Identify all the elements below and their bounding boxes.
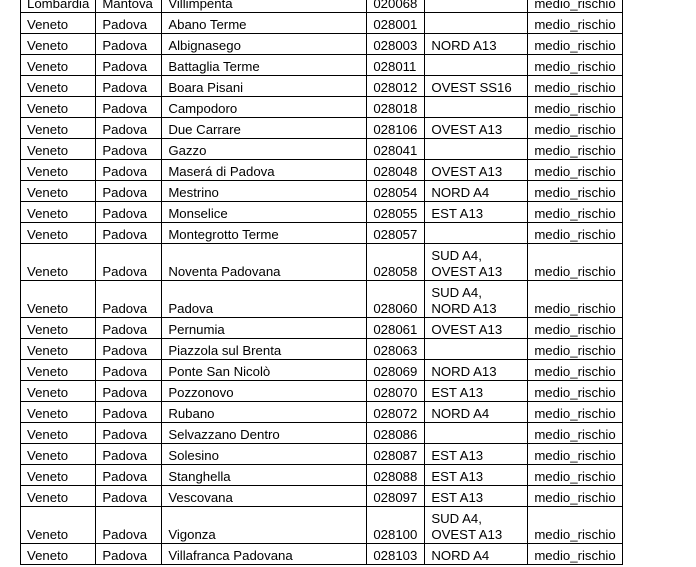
istat-code-cell: 028069 [367,360,425,381]
province-cell: Padova [96,97,162,118]
region-cell: Veneto [21,360,96,381]
municipality-cell: Mestrino [162,181,367,202]
table-row [21,339,623,360]
table-row [21,139,623,160]
municipality-cell: Monselice [162,202,367,223]
risk-cell: medio_rischio [528,465,622,486]
direction-cell: OVEST SS16 [425,76,528,97]
province-cell: Padova [96,444,162,465]
municipality-cell: Montegrotto Terme [162,223,367,244]
risk-cell: medio_rischio [528,181,622,202]
region-cell: Veneto [21,281,96,318]
region-cell: Veneto [21,202,96,223]
table-row [21,402,623,423]
municipality-cell: Noventa Padovana [162,244,367,281]
province-cell: Mantova [96,0,162,13]
table-row [21,486,623,507]
municipality-risk-table [20,0,623,565]
risk-cell: medio_rischio [528,402,622,423]
province-cell: Padova [96,465,162,486]
table-row [21,160,623,181]
region-cell: Veneto [21,507,96,544]
risk-cell: medio_rischio [528,202,622,223]
istat-code-cell: 028061 [367,318,425,339]
province-cell: Padova [96,118,162,139]
municipality-cell: Villimpenta [162,0,367,13]
direction-cell [425,423,528,444]
document-table-container [20,0,623,565]
table-row [21,423,623,444]
istat-code-cell: 028012 [367,76,425,97]
province-cell: Padova [96,202,162,223]
province-cell: Padova [96,139,162,160]
direction-cell: OVEST A13 [425,318,528,339]
table-row [21,281,623,318]
direction-cell: EST A13 [425,202,528,223]
province-cell: Padova [96,507,162,544]
table-body [21,0,623,565]
table-row [21,118,623,139]
municipality-cell: Albignasego [162,34,367,55]
table-row-partial [21,0,623,13]
province-cell: Padova [96,281,162,318]
direction-cell: EST A13 [425,486,528,507]
istat-code-cell: 028088 [367,465,425,486]
table-row [21,244,623,281]
region-cell: Veneto [21,34,96,55]
table-row [21,223,623,244]
region-cell: Veneto [21,97,96,118]
istat-code-cell: 028001 [367,13,425,34]
table-row [21,97,623,118]
region-cell: Veneto [21,402,96,423]
municipality-cell: Vescovana [162,486,367,507]
province-cell: Padova [96,76,162,97]
province-cell: Padova [96,181,162,202]
table-row [21,55,623,76]
table-row [21,444,623,465]
istat-code-cell: 028087 [367,444,425,465]
direction-cell: SUD A4, OVEST A13 [425,244,528,281]
municipality-cell: Gazzo [162,139,367,160]
istat-code-cell: 028055 [367,202,425,223]
region-cell: Veneto [21,160,96,181]
risk-cell: medio_rischio [528,139,622,160]
istat-code-cell: 028070 [367,381,425,402]
region-cell: Veneto [21,118,96,139]
direction-cell [425,139,528,160]
region-cell: Veneto [21,223,96,244]
risk-cell: medio_rischio [528,381,622,402]
direction-cell [425,97,528,118]
risk-cell: medio_rischio [528,13,622,34]
region-cell: Veneto [21,139,96,160]
province-cell: Padova [96,55,162,76]
direction-cell: NORD A4 [425,181,528,202]
province-cell: Padova [96,339,162,360]
province-cell: Padova [96,160,162,181]
direction-cell: SUD A4, NORD A13 [425,281,528,318]
direction-cell [425,339,528,360]
region-cell: Veneto [21,55,96,76]
province-cell: Padova [96,544,162,565]
istat-code-cell: 028018 [367,97,425,118]
province-cell: Padova [96,244,162,281]
region-cell: Veneto [21,444,96,465]
municipality-cell: Piazzola sul Brenta [162,339,367,360]
province-cell: Padova [96,423,162,444]
direction-cell [425,223,528,244]
region-cell: Veneto [21,76,96,97]
direction-cell: EST A13 [425,381,528,402]
direction-cell: NORD A4 [425,544,528,565]
table-row [21,34,623,55]
table-row [21,465,623,486]
direction-cell: OVEST A13 [425,118,528,139]
istat-code-cell: 028106 [367,118,425,139]
region-cell: Veneto [21,486,96,507]
direction-cell: EST A13 [425,444,528,465]
risk-cell: medio_rischio [528,244,622,281]
istat-code-cell: 028063 [367,339,425,360]
risk-cell: medio_rischio [528,97,622,118]
risk-cell: medio_rischio [528,544,622,565]
direction-cell [425,0,528,13]
region-cell: Veneto [21,544,96,565]
direction-cell: NORD A13 [425,360,528,381]
risk-cell: medio_rischio [528,118,622,139]
istat-code-cell: 028054 [367,181,425,202]
province-cell: Padova [96,13,162,34]
istat-code-cell: 020068 [367,0,425,13]
istat-code-cell: 028060 [367,281,425,318]
risk-cell: medio_rischio [528,223,622,244]
municipality-cell: Pozzonovo [162,381,367,402]
table-row [21,360,623,381]
municipality-cell: Campodoro [162,97,367,118]
municipality-cell: Ponte San Nicolò [162,360,367,381]
province-cell: Padova [96,402,162,423]
region-cell: Lombardia [21,0,96,13]
region-cell: Veneto [21,423,96,444]
province-cell: Padova [96,486,162,507]
table-row [21,381,623,402]
direction-cell [425,13,528,34]
istat-code-cell: 028103 [367,544,425,565]
risk-cell: medio_rischio [528,360,622,381]
province-cell: Padova [96,318,162,339]
region-cell: Veneto [21,318,96,339]
direction-cell: SUD A4, OVEST A13 [425,507,528,544]
direction-cell [425,55,528,76]
risk-cell: medio_rischio [528,0,622,13]
istat-code-cell: 028057 [367,223,425,244]
risk-cell: medio_rischio [528,281,622,318]
municipality-cell: Pernumia [162,318,367,339]
risk-cell: medio_rischio [528,318,622,339]
table-row [21,318,623,339]
risk-cell: medio_rischio [528,444,622,465]
province-cell: Padova [96,34,162,55]
municipality-cell: Solesino [162,444,367,465]
table-row [21,202,623,223]
region-cell: Veneto [21,244,96,281]
municipality-cell: Stanghella [162,465,367,486]
region-cell: Veneto [21,181,96,202]
risk-cell: medio_rischio [528,423,622,444]
region-cell: Veneto [21,381,96,402]
risk-cell: medio_rischio [528,160,622,181]
municipality-cell: Abano Terme [162,13,367,34]
direction-cell: OVEST A13 [425,160,528,181]
region-cell: Veneto [21,465,96,486]
region-cell: Veneto [21,13,96,34]
municipality-cell: Rubano [162,402,367,423]
istat-code-cell: 028003 [367,34,425,55]
istat-code-cell: 028072 [367,402,425,423]
istat-code-cell: 028058 [367,244,425,281]
municipality-cell: Padova [162,281,367,318]
risk-cell: medio_rischio [528,76,622,97]
risk-cell: medio_rischio [528,34,622,55]
municipality-cell: Villafranca Padovana [162,544,367,565]
istat-code-cell: 028048 [367,160,425,181]
risk-cell: medio_rischio [528,55,622,76]
istat-code-cell: 028086 [367,423,425,444]
municipality-cell: Selvazzano Dentro [162,423,367,444]
risk-cell: medio_rischio [528,507,622,544]
municipality-cell: Due Carrare [162,118,367,139]
risk-cell: medio_rischio [528,486,622,507]
table-row [21,181,623,202]
province-cell: Padova [96,360,162,381]
province-cell: Padova [96,381,162,402]
istat-code-cell: 028100 [367,507,425,544]
table-row [21,13,623,34]
municipality-cell: Battaglia Terme [162,55,367,76]
region-cell: Veneto [21,339,96,360]
istat-code-cell: 028011 [367,55,425,76]
table-row [21,507,623,544]
municipality-cell: Boara Pisani [162,76,367,97]
province-cell: Padova [96,223,162,244]
municipality-cell: Maserá di Padova [162,160,367,181]
table-row [21,76,623,97]
table-row [21,544,623,565]
direction-cell: NORD A4 [425,402,528,423]
direction-cell: EST A13 [425,465,528,486]
istat-code-cell: 028041 [367,139,425,160]
municipality-cell: Vigonza [162,507,367,544]
direction-cell: NORD A13 [425,34,528,55]
risk-cell: medio_rischio [528,339,622,360]
istat-code-cell: 028097 [367,486,425,507]
